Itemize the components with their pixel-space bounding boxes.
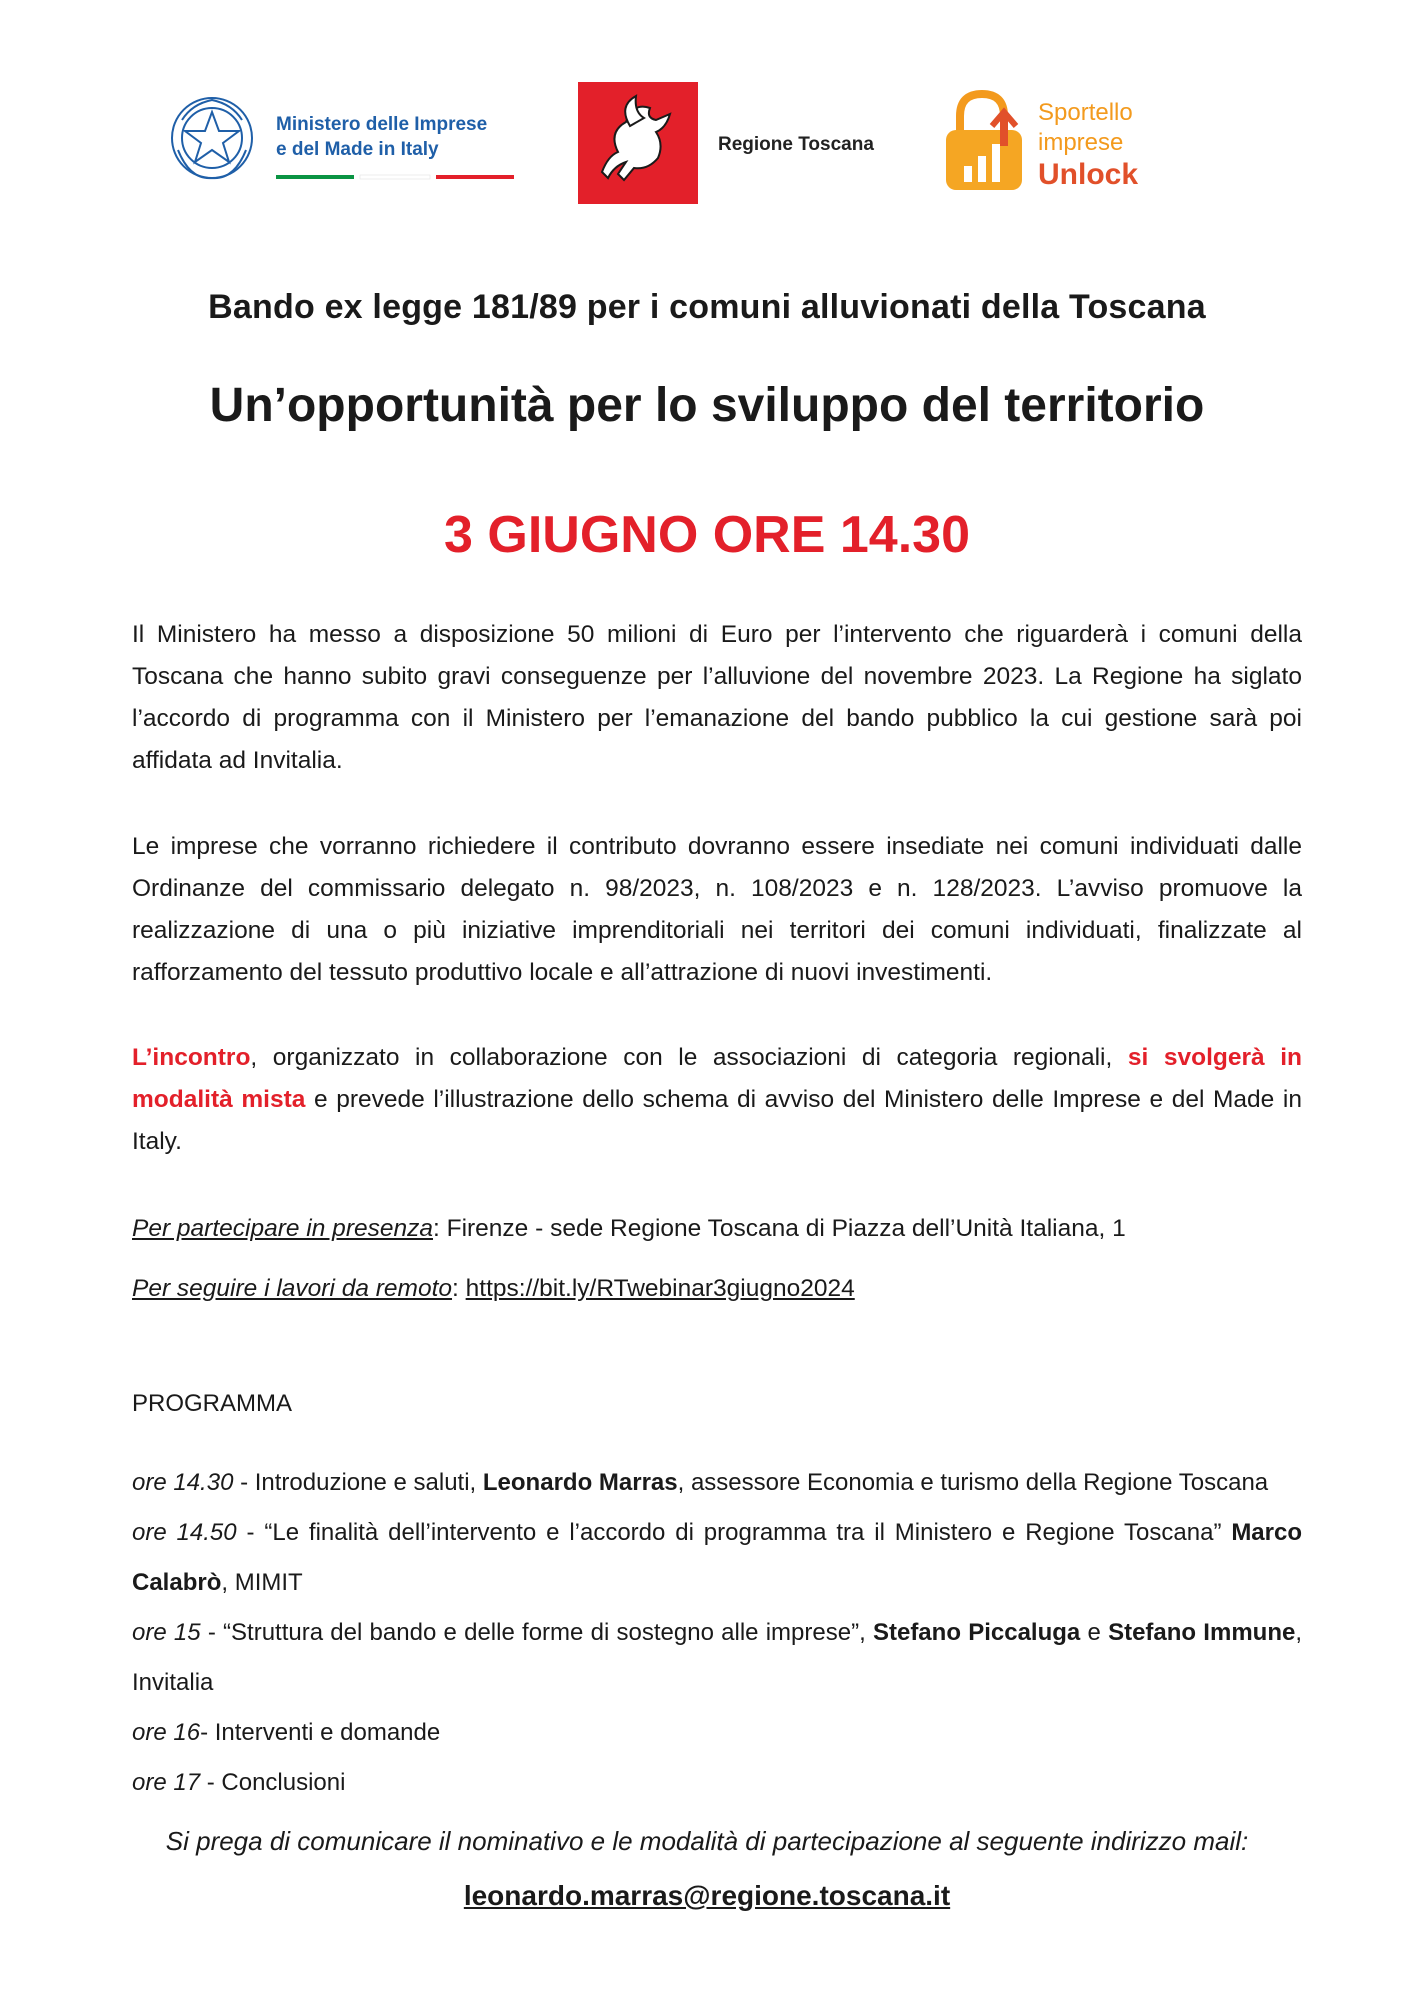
item-text: - Interventi e domande [200, 1719, 441, 1746]
ministry-logo [170, 90, 520, 190]
paragraph-requirements: Le imprese che vorranno richiedere il contributo dovranno essere insediate nei comuni individuati dalle Ordinanze del commissario delegato n. 98/2023, n. 108/2023 e n. 128/2023. L’avviso promuove la realizzazione di una o più iniziative imprenditoriali nei territori dei comuni individuati, finalizzate al rafforzamento del tessuto produttivo locale e all’attrazione di nuovi investimenti. [132, 833, 1302, 986]
region-name: Regione Toscana [718, 134, 874, 155]
programma-item [132, 1508, 1302, 1608]
item-text: - “Le finalità dell’intervento e l’accordo di programma tra il Ministero e Regione Toscana” [236, 1519, 1232, 1546]
item-time: ore 14.30 [132, 1469, 234, 1496]
regione-toscana-logo [578, 82, 898, 204]
programma-heading: PROGRAMMA [132, 1390, 293, 1417]
programma-list [132, 1458, 1302, 1808]
in-person-info [132, 1208, 1302, 1250]
meeting-highlight: L’incontro [132, 1044, 251, 1071]
item-text: - Introduzione e saluti, [233, 1469, 483, 1496]
remote-info [132, 1268, 1302, 1310]
remote-sep: : [452, 1275, 466, 1302]
item-time: ore 15 [132, 1619, 201, 1646]
sportello-unlock-logo [942, 86, 1202, 196]
pegasus-icon [578, 82, 898, 204]
speaker-name: Leonardo Marras [482, 1469, 678, 1496]
item-text: - Conclusioni [200, 1769, 346, 1796]
paragraph-intro: Il Ministero ha messo a disposizione 50 milioni di Euro per l’intervento che riguarderà i comuni della Toscana che hanno subito gravi conseguenze per l’alluvione del novembre 2023. La Regione ha siglato l’accordo di programma con il Ministero per l’emanazione del bando pubblico la cui gestione sarà poi affidata ad Invitalia. [132, 621, 1302, 774]
meeting-text-1: , organizzato in collaborazione con le associazioni di categoria regionali, [250, 1044, 1128, 1071]
padlock-chart-icon [942, 86, 1202, 196]
item-text: , MIMIT [221, 1569, 303, 1596]
in-person-location: : Firenze - sede Regione Toscana di Piazza dell’Unità Italiana, 1 [432, 1215, 1126, 1242]
event-subtitle: Bando ex legge 181/89 per i comuni alluvionati della Toscana [208, 288, 1206, 326]
ministry-emblem-icon [170, 90, 520, 190]
speaker-name: Marco Calabrò [132, 1519, 1302, 1596]
in-person-label: Per partecipare in presenza [132, 1215, 433, 1242]
sportello-line3: Unlock [1038, 158, 1139, 191]
ministry-name-line2: e del Made in Italy [276, 139, 439, 160]
header-logos [0, 82, 1414, 212]
meeting-text-2: e prevede l’illustrazione dello schema di avviso del Ministero delle Imprese e del Made in Italy. [132, 1086, 1302, 1155]
programma-item [132, 1758, 1302, 1808]
item-time: ore 17 [132, 1769, 201, 1796]
paragraph-meeting [132, 1037, 1302, 1163]
event-date: 3 GIUGNO ORE 14.30 [444, 506, 970, 564]
sportello-line1: Sportello [1038, 99, 1133, 126]
item-text: - “Struttura del bando e delle forme di sostegno alle imprese”, [200, 1619, 873, 1646]
programma-item [132, 1608, 1302, 1708]
event-title: Un’opportunità per lo sviluppo del territorio [209, 379, 1205, 432]
programma-item [132, 1458, 1302, 1508]
item-time: ore 14.50 [132, 1519, 237, 1546]
item-text: , assessore Economia e turismo della Regione Toscana [677, 1469, 1269, 1496]
remote-label: Per seguire i lavori da remoto [132, 1275, 453, 1302]
contact-email-link[interactable]: leonardo.marras@regione.toscana.it [463, 1880, 951, 1911]
speaker-name: Stefano Piccaluga [872, 1619, 1081, 1646]
item-text: e [1080, 1619, 1109, 1646]
item-text: , Invitalia [132, 1619, 1302, 1696]
programma-item [132, 1708, 1302, 1758]
sportello-line2: imprese [1038, 129, 1124, 156]
ministry-name-line1: Ministero delle Imprese [276, 114, 488, 135]
registration-note: Si prega di comunicare il nominativo e le modalità di partecipazione al seguente indirizzo mail: [165, 1826, 1249, 1856]
speaker-name: Stefano Immune [1108, 1619, 1296, 1646]
webinar-link[interactable]: https://bit.ly/RTwebinar3giugno2024 [465, 1275, 855, 1302]
item-time: ore 16 [132, 1719, 201, 1746]
mixed-mode-highlight: si svolgerà in modalità mista [132, 1044, 1302, 1113]
